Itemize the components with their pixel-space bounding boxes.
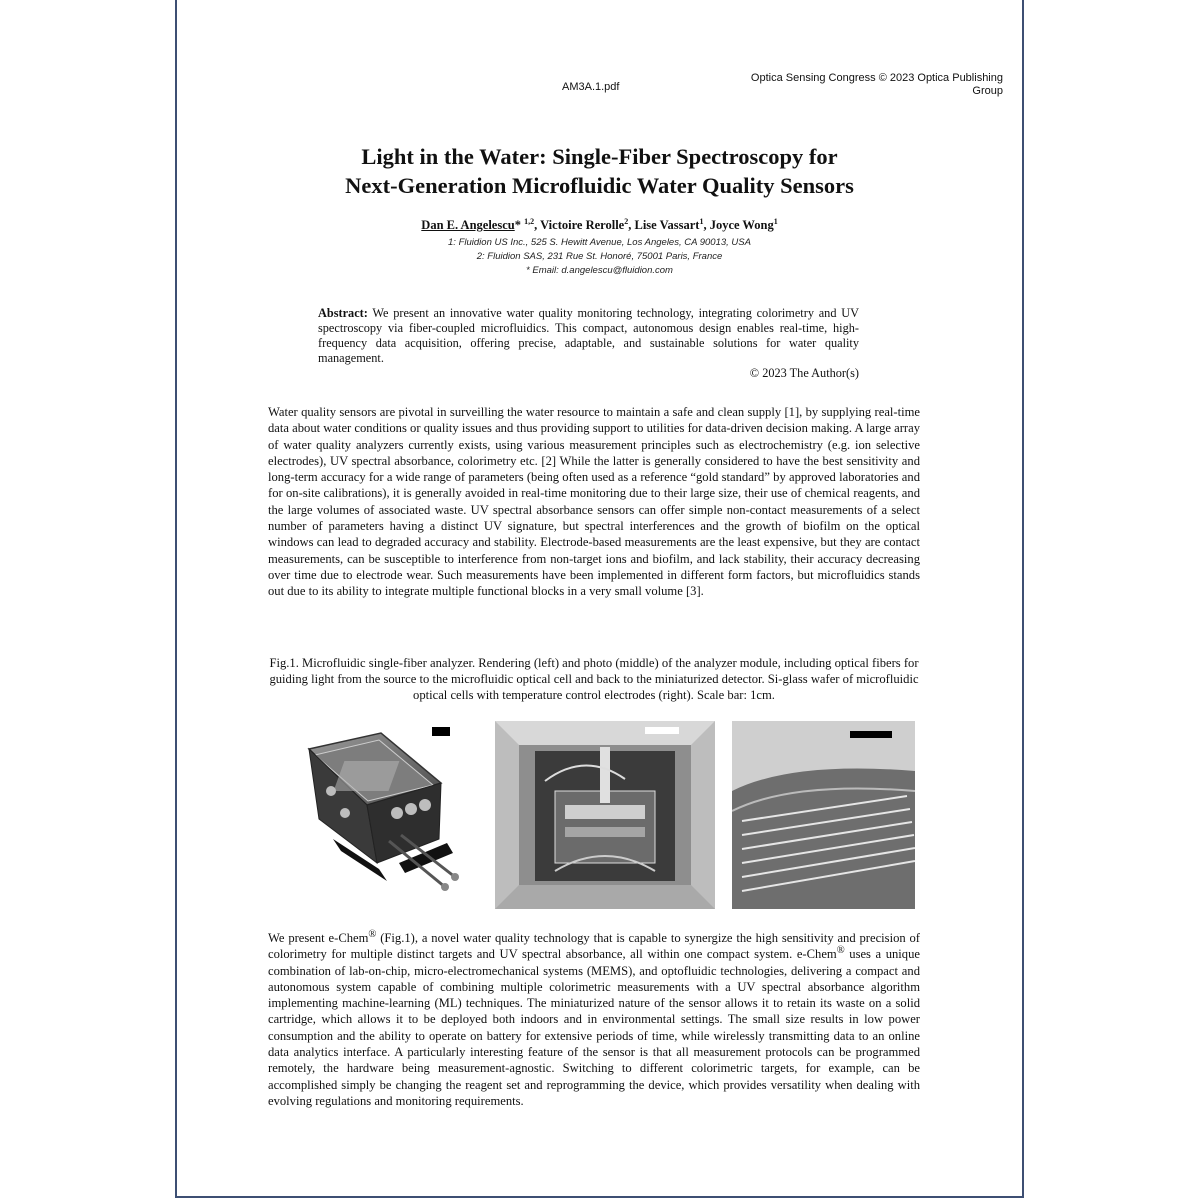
abstract <box>318 306 859 381</box>
affiliation-2: 2: Fluidion SAS, 231 Rue St. Honoré, 75001 Paris, France <box>476 251 723 262</box>
header-filename: AM3A.1.pdf <box>562 81 620 93</box>
figure-rendering <box>269 721 459 909</box>
scale-bar <box>850 731 892 738</box>
header-publisher-line2: Group <box>972 85 1003 97</box>
author-angelescu: Dan E. Angelescu <box>421 218 515 232</box>
author-corresponding-mark: * <box>514 218 521 232</box>
affiliation-1: 1: Fluidion US Inc., 525 S. Hewitt Avenue, Los Angeles, CA 90013, USA <box>448 237 751 248</box>
p2-text-2: (Fig.1), a novel water quality technology that is capable to synergize the high sensitivity and precision of colorimetry for multiple distinct targets and UV spectral absorbance, all within one compact system. e-Chem <box>268 931 920 962</box>
author-affil-sup: 1,2 <box>524 216 535 226</box>
header-publisher-line1: Optica Sensing Congress © 2023 Optica Publishing <box>750 72 1003 84</box>
p2-text-3: uses a unique combination of lab-on-chip, micro-electromechanical systems (MEMS), and optofluidic technologies, delivering a compact and autonomous system capable of combining multiple colorimetric measurements with a UV spectral absorbance algorithm implementing machine-learning (ML) techniques. The miniaturized nature of the sensor allows it to retain its waste on a solid cartridge, which allows it to be deployed both indoors and in environmental settings. The small size results in low power consumption and the ability to operate on battery for extensive periods of time, while wirelessly transmitting data to an online data analytics interface. A particularly interesting feature of the sensor is that all measurement protocols can be programmed remotely, the hardware being measurement-agnostic. Switching to different colorimetric targets, for example, can be accomplished simply be changing the reagent set and reprogramming the device, which provides versatility when dealing with evolving regulations and monitoring requirements. <box>268 947 920 1108</box>
header-publisher <box>713 72 1003 98</box>
author-vassart: , Lise Vassart <box>628 218 700 232</box>
paper-title <box>217 142 982 200</box>
registered-mark: ® <box>368 928 377 940</box>
author-affil-sup: 2 <box>624 216 629 226</box>
author-affil-sup: 1 <box>699 216 704 226</box>
title-line1: Light in the Water: Single-Fiber Spectroscopy for <box>361 144 838 169</box>
paper-page <box>175 0 1024 1198</box>
author-wong: , Joyce Wong <box>703 218 774 232</box>
registered-mark: ® <box>836 945 845 957</box>
figure-wafer <box>732 721 915 909</box>
abstract-copyright: © 2023 The Author(s) <box>749 366 859 380</box>
scale-bar <box>432 727 450 736</box>
p2-text-1: We present e-Chem <box>268 931 369 945</box>
abstract-label: Abstract: <box>318 306 368 320</box>
author-rerolle: , Victoire Rerolle <box>534 218 625 232</box>
body-paragraph-1: Water quality sensors are pivotal in surveilling the water resource to maintain a safe and clean supply [1], by supplying real-time data about water conditions or quality issues and thus providing support to utilities for data-driven decision making. A large array of water quality analyzers currently exists, using various measurement principles such as electrochemistry (e.g. ion selective electrodes), UV spectral absorbance, colorimetry etc. [2] While the latter is generally considered to have the best sensitivity and long-term accuracy for a wide range of parameters (being often used as a reference “gold standard” by approved laboratories and for on-site calibrations), it is generally avoided in real-time monitoring due to their large size, their use of chemical reagents, and the large volumes of associated waste. UV spectral absorbance sensors can offer simple non-contact measurements of a select number of parameters having a distinct UV signature, but spectral interferences and the growth of biofilm on the optical windows can lead to degraded accuracy and stability. Electrode-based measurements are the least expensive, but they are contact measurements, can be susceptible to interference from non-target ions and biofilm, and lack stability, their accuracy decreasing over time due to electrode wear. Such measurements have been implemented in different form factors, but microfluidics stands out due to its ability to integrate multiple functional blocks in a very small volume [3]. <box>268 405 920 599</box>
author-list <box>217 218 982 233</box>
affiliations <box>217 236 982 278</box>
scale-bar <box>645 727 679 734</box>
figure-caption: Fig.1. Microfluidic single-fiber analyzer. Rendering (left) and photo (middle) of the analyzer module, including optical fibers for guiding light from the source to the microfluidic optical cell and back to the miniaturized detector. Si-glass wafer of microfluidic optical cells with temperature control electrodes (right). Scale bar: 1cm. <box>269 656 919 702</box>
corresponding-email: * Email: d.angelescu@fluidion.com <box>526 265 673 276</box>
abstract-text: We present an innovative water quality monitoring technology, integrating colorimetry and UV spectroscopy via fiber-coupled microfluidics. This compact, autonomous design enables real-time, high-frequency data acquisition, offering precise, adaptable, and sustainable solutions for water quality management. <box>318 306 859 365</box>
figure-photo <box>495 721 715 909</box>
author-affil-sup: 1 <box>773 216 778 226</box>
body-paragraph-2 <box>268 930 920 1109</box>
title-line2: Next-Generation Microfluidic Water Quality Sensors <box>345 173 854 198</box>
